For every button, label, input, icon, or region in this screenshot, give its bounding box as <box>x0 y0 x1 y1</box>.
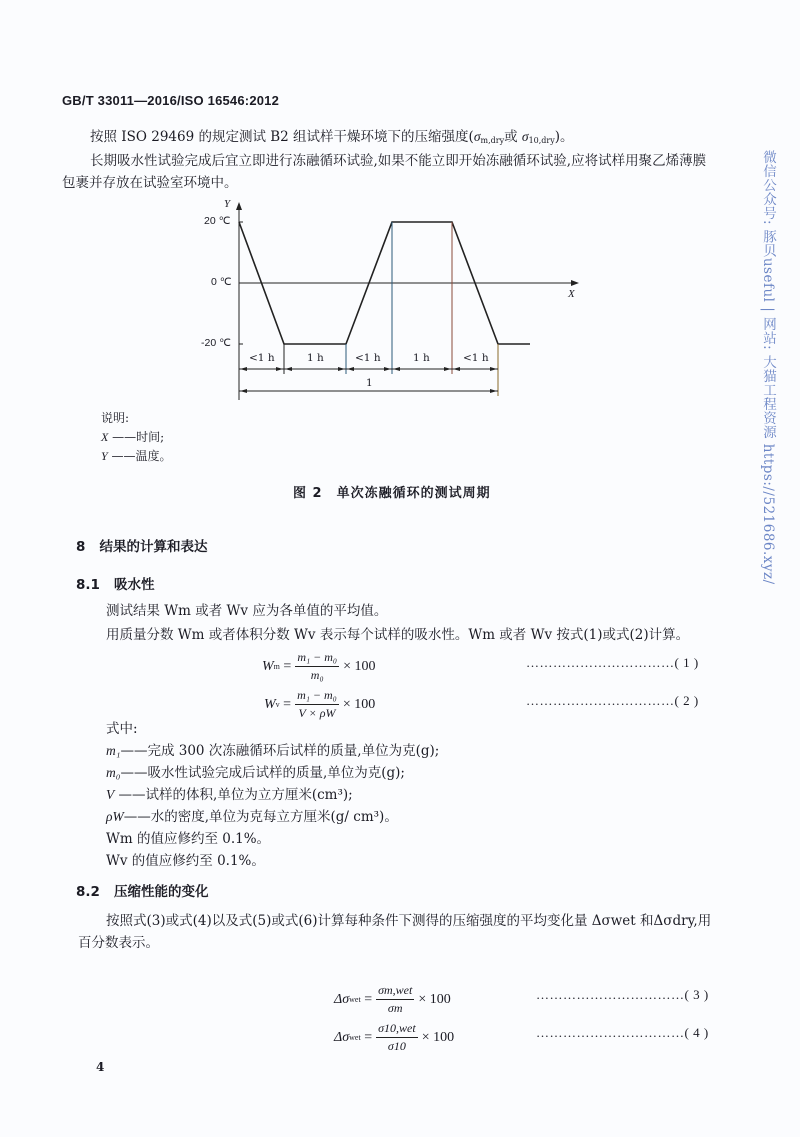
equation-1-fraction: $\frac{\text{m₁ − m₀}}{\text{m₀}}$ <box>297 650 338 682</box>
equation-4-number: ……………………………( 4 ) <box>536 1025 709 1040</box>
cycle-diagram <box>190 200 590 410</box>
watermark-text: 微信公众号: 豚贝useful | 网站: 大猫工程资源 https://521686.xyz/ <box>760 150 776 585</box>
y-tick-minus-20: -20 ℃ <box>201 337 231 349</box>
legend-title: 说明: <box>101 411 130 425</box>
equation-4-fraction: $\frac{\text{σ10,wet}}{\sigma 10}$ <box>378 1021 416 1053</box>
equation-3-number: ……………………………( 3 ) <box>536 987 709 1002</box>
segment-label-4: 1 h <box>413 352 430 364</box>
variable-m1: m₁——完成 300 次冻融循环后试样的质量,单位为克(g); <box>106 743 440 759</box>
variable-v: V ——试样的体积,单位为立方厘米(cm³); <box>106 787 353 803</box>
where-label: 式中: <box>106 721 138 737</box>
y-axis-label: Y <box>224 198 231 210</box>
equation-4: Δσ wet = $\frac{\text{σ10,wet}}{\sigma 10}$ × 100 <box>334 1021 455 1053</box>
equation-3-fraction: $\frac{\text{σm,wet}}{\sigma m}$ <box>378 983 413 1015</box>
legend-item-y: Y ——温度。 <box>101 449 172 463</box>
segment-label-5: <1 h <box>463 352 489 364</box>
total-cycle-label: 1 <box>366 377 373 389</box>
y-tick-0: 0 ℃ <box>211 276 232 288</box>
standard-header: GB/T 33011—2016/ISO 16546:2012 <box>62 93 280 108</box>
segment-label-3: <1 h <box>355 352 381 364</box>
equation-2-fraction: $\frac{\text{m₁ − m₀}}{V \times \rho W}$ <box>297 688 337 720</box>
variable-m0: m₀——吸水性试验完成后试样的质量,单位为克(g); <box>106 765 405 781</box>
page-number: 4 <box>96 1060 105 1074</box>
segment-label-2: 1 h <box>307 352 324 364</box>
section-8-heading: 8 结果的计算和表达 <box>76 539 208 555</box>
figure-caption: 图 2 单次冻融循环的测试周期 <box>293 486 491 501</box>
segment-label-1: <1 h <box>249 352 275 364</box>
legend-item-x: X ——时间; <box>101 430 165 444</box>
equation-3: Δσ wet = $\frac{\text{σm,wet}}{\sigma m}$ × 100 <box>334 983 451 1015</box>
figure-legend <box>101 409 172 466</box>
freeze-thaw-cycle-figure <box>190 200 590 410</box>
section-8-1-line-1: 测试结果 Wm 或者 Wv 应为各单值的平均值。 <box>106 603 388 619</box>
x-axis-label: X <box>568 288 575 300</box>
section-8-1-line-2: 用质量分数 Wm 或者体积分数 Wv 表示每个试样的吸水性。Wm 或者 Wv 按式(1)或式(2)计算。 <box>106 627 690 643</box>
variable-rho-w: ρW——水的密度,单位为克每立方厘米(g/ cm³)。 <box>106 809 398 825</box>
rounding-wm: Wm 的值应修约至 0.1%。 <box>106 831 271 847</box>
equation-2: W v = $\frac{\text{m₁ − m₀}}{V \times \rho W}$ × 100 <box>264 688 376 720</box>
intro-paragraph-2: 长期吸水性试验完成后宜立即进行冻融循环试验,如果不能立即开始冻融循环试验,应将试样用聚乙烯薄膜包裹并存放在试验室环境中。 <box>62 153 707 191</box>
section-8-2-paragraph: 按照式(3)或式(4)以及式(5)或式(6)计算每种条件下测得的压缩强度的平均变化量 Δσwet 和Δσdry,用百分数表示。 <box>78 913 712 951</box>
equation-1-number: ……………………………( 1 ) <box>526 655 699 670</box>
equation-2-number: ……………………………( 2 ) <box>526 693 699 708</box>
y-tick-20: 20 ℃ <box>204 215 231 227</box>
section-8-1-heading: 8.1 吸水性 <box>76 577 155 593</box>
equation-1: W m = $\frac{\text{m₁ − m₀}}{\text{m₀}}$ × 100 <box>262 650 376 682</box>
intro-paragraph-1: 按照 ISO 29469 的规定测试 B2 组试样干燥环境下的压缩强度($\sigma_{m,dry}$或 $\sigma_{10,dry}$)。 <box>90 129 574 145</box>
variable-definitions <box>106 718 706 872</box>
rounding-wv: Wv 的值应修约至 0.1%。 <box>106 853 265 869</box>
section-8-2-heading: 8.2 压缩性能的变化 <box>76 884 209 900</box>
